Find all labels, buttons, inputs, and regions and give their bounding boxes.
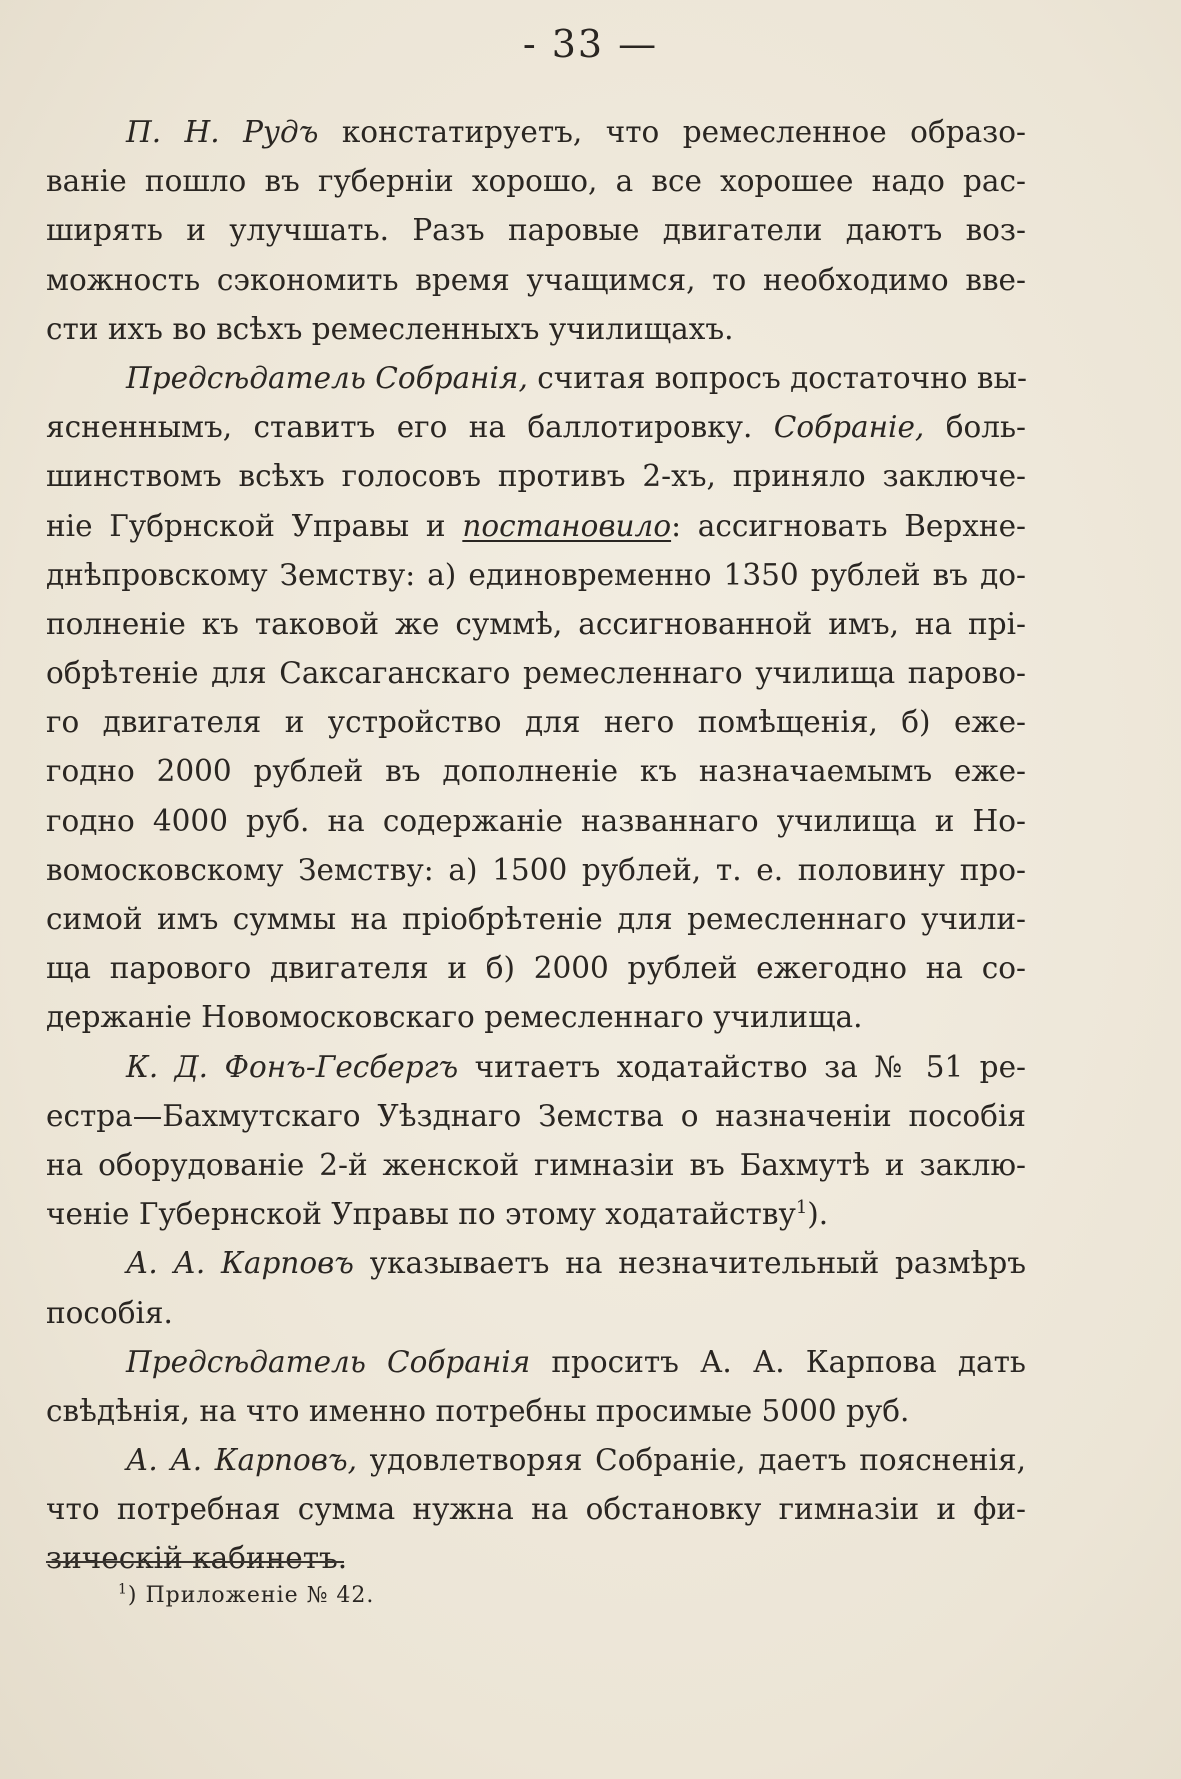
emphasis-text: Собраніе, xyxy=(773,410,925,445)
text-line: ясненнымъ, ставитъ его на баллотировку. Собраніе, боль- xyxy=(46,410,1026,445)
text-line: сти ихъ во всѣхъ ремесленныхъ училищахъ. xyxy=(46,311,734,346)
text-line: шинствомъ всѣхъ голосовъ противъ 2-хъ, приняло заключе- xyxy=(46,459,1026,494)
text-line: К. Д. Фонъ-Гесбергъ читаетъ ходатайство за № 51 ре- xyxy=(126,1049,1026,1084)
footnote-text: ) Приложеніе № 42. xyxy=(127,1583,375,1608)
text-line: пособія. xyxy=(46,1295,173,1330)
speaker-name: Предсѣдатель Собранія, xyxy=(126,360,528,395)
body-text xyxy=(46,108,1026,1584)
text-line: что потребная сумма нужна на обстановку гимназіи и фи- xyxy=(46,1492,1026,1527)
text-line: П. Н. Рудъ констатируетъ, что ремесленное образо- xyxy=(126,115,1026,149)
text-line: симой имъ суммы на пріобрѣтеніе для ремесленнаго учили- xyxy=(46,902,1026,936)
footnote-divider xyxy=(46,1561,344,1563)
text-line: ніе Губрнской Управы и постановило: ассигновать Верхне- xyxy=(46,508,1027,543)
text-line: годно 2000 рублей въ дополненіе къ назначаемымъ еже- xyxy=(46,754,1026,789)
text-line: го двигателя и устройство для него помѣщенія, б) еже- xyxy=(46,705,1026,740)
text-line: ширять и улучшать. Разъ паровые двигатели даютъ воз- xyxy=(46,213,1026,248)
speaker-name: А. А. Карповъ xyxy=(126,1246,354,1281)
text-line: свѣдѣнія, на что именно потребны просимые 5000 руб. xyxy=(46,1393,910,1428)
page-number: - 33 — xyxy=(522,22,659,66)
text-line: обрѣтеніе для Саксаганскаго ремесленнаго училища парово- xyxy=(46,656,1026,691)
text-line: зическій кабинетъ. xyxy=(46,1541,348,1576)
text-line: годно 4000 руб. на содержаніе названнаго училища и Но- xyxy=(46,803,1026,838)
text-line: Предсѣдатель Собранія проситъ А. А. Карпова дать xyxy=(126,1344,1026,1379)
text-line: ваніе пошло въ губерніи хорошо, а все хорошее надо рас- xyxy=(46,164,1026,199)
text-line: Предсѣдатель Собранія, считая вопросъ достаточно вы- xyxy=(126,360,1027,395)
text-line: днѣпровскому Земству: а) единовременно 1350 рублей въ до- xyxy=(46,557,1026,592)
text-line: А. А. Карповъ указываетъ на незначительный размѣръ xyxy=(126,1246,1026,1281)
speaker-name: П. Н. Рудъ xyxy=(126,115,319,149)
text-line: можность сэкономить время учащимся, то необходимо вве- xyxy=(46,262,1026,297)
footnote-reference: 1 xyxy=(795,1197,808,1219)
text-line: естра—Бахмутскаго Уѣзднаго Земства о назначеніи пособія xyxy=(46,1098,1026,1133)
speaker-name: Предсѣдатель Собранія xyxy=(126,1344,531,1379)
speaker-name: К. Д. Фонъ-Гесбергъ xyxy=(126,1049,459,1084)
text-line: полненіе къ таковой же суммѣ, ассигнованной имъ, на прі- xyxy=(46,606,1026,641)
text-line: вомосковскому Земству: а) 1500 рублей, т. е. половину про- xyxy=(46,852,1026,887)
emphasis-text: постановило xyxy=(462,508,672,543)
footnote-mark: 1 xyxy=(118,1581,128,1598)
speaker-name: А. А. Карповъ, xyxy=(126,1443,357,1478)
text-line: ченіе Губернской Управы по этому ходатайству$^1$). xyxy=(46,1197,829,1232)
text-line: держаніе Новомосковскаго ремесленнаго училища. xyxy=(46,1000,863,1035)
text-line: на оборудованіе 2-й женской гимназіи въ Бахмутѣ и заклю- xyxy=(46,1147,1026,1182)
footnote xyxy=(118,1583,374,1608)
text-line: ща парового двигателя и б) 2000 рублей ежегодно на со- xyxy=(46,951,1026,986)
text-line: А. А. Карповъ, удовлетворяя Собраніе, даетъ поясненія, xyxy=(126,1443,1026,1478)
